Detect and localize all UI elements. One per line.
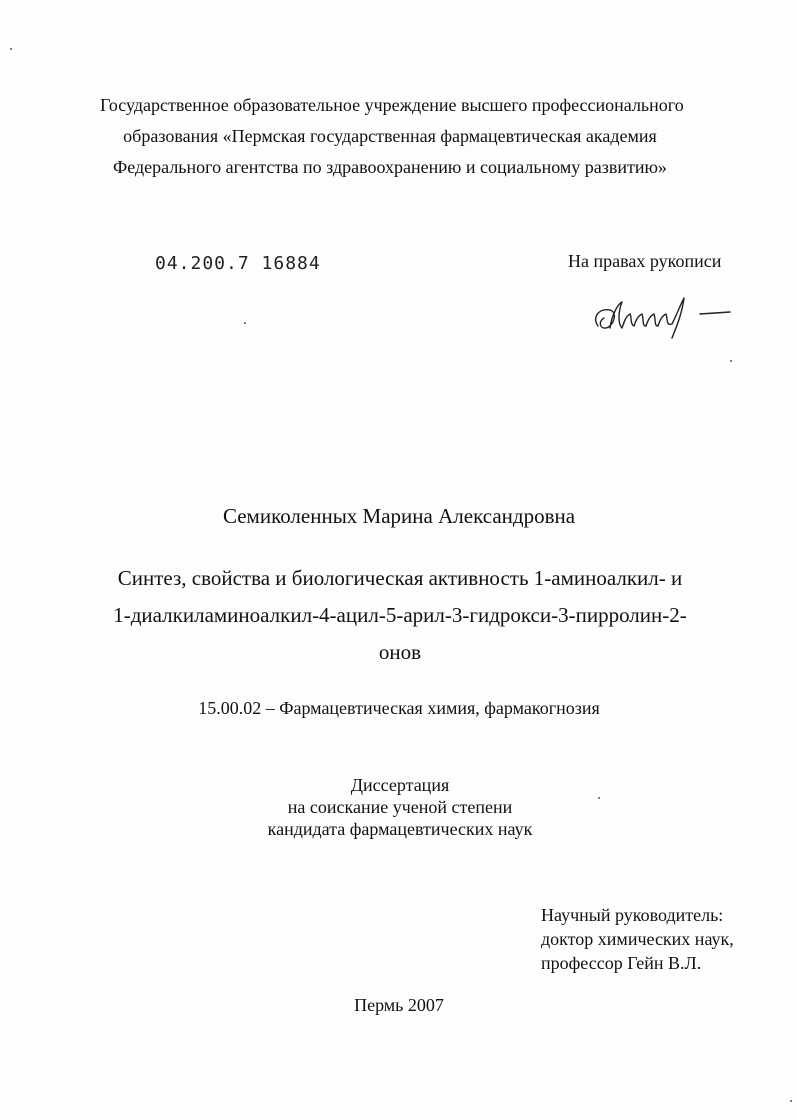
dissertation-degree-block: [240, 774, 560, 840]
dissertation-label: Диссертация: [350, 775, 450, 795]
dissertation-title-line-2: 1-диалкиламиноалкил-4-ацил-5-арил-3-гидрокси-3-пирролин-2-: [113, 603, 687, 627]
library-stamp-code: 04.200.7 16884: [155, 253, 321, 274]
scan-speck: [598, 797, 600, 799]
dissertation-title: [70, 560, 730, 671]
scan-speck: [10, 48, 12, 50]
scan-speck: [730, 360, 732, 362]
supervisor-label: Научный руководитель:: [541, 905, 724, 925]
author-name: Семиколенных Марина Александровна: [222, 504, 576, 528]
specialty-code: 15.00.02 – Фармацевтическая химия, фармакогнозия: [198, 698, 600, 718]
dissertation-title-line-3: онов: [378, 640, 422, 664]
degree-name: кандидата фармацевтических наук: [267, 819, 533, 839]
dissertation-title-line-1: Синтез, свойства и биологическая активность 1-аминоалкил- и: [117, 566, 683, 590]
supervisor-name: профессор Гейн В.Л.: [541, 953, 702, 973]
scan-speck: [244, 322, 246, 324]
institution-header-line-3: Федерального агентства по здравоохранению и социальному развитию»: [113, 157, 667, 177]
institution-header: [100, 90, 684, 183]
scientific-supervisor: [541, 903, 734, 975]
scan-speck: [790, 1100, 792, 1102]
manuscript-rights-label: На правах рукописи: [568, 251, 722, 271]
institution-header-line-1: Государственное образовательное учреждение высшего профессионального: [100, 95, 684, 115]
supervisor-degree: доктор химических наук,: [541, 929, 734, 949]
handwritten-signature: [588, 288, 738, 344]
city-and-year: Пермь 2007: [354, 995, 444, 1015]
degree-purpose: на соискание ученой степени: [287, 797, 513, 817]
institution-header-line-2: образования «Пермская государственная фармацевтическая академия: [123, 126, 657, 146]
